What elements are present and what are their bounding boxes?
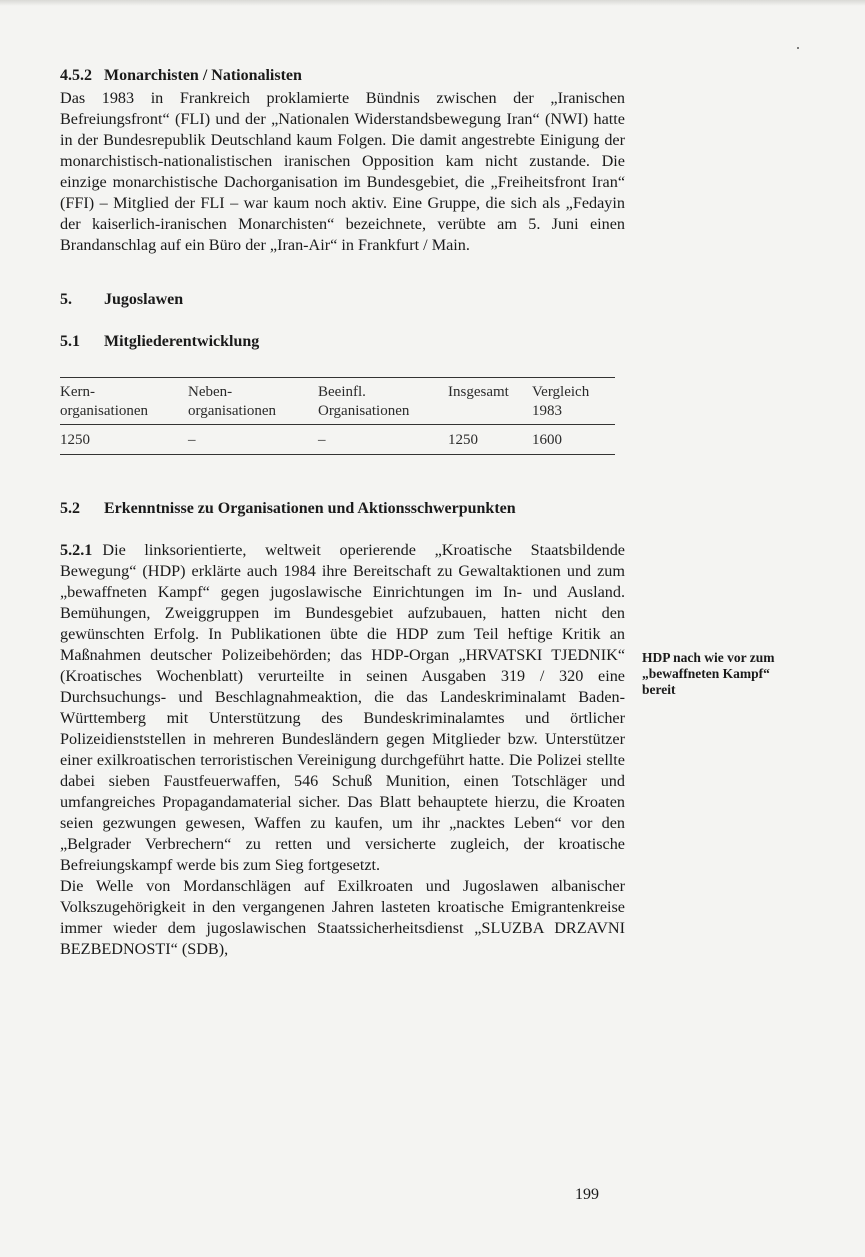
table-cell: 1250 [60,425,188,455]
section-number: 4.5.2 [60,67,92,84]
table-cell: 1600 [532,425,615,455]
margin-note: HDP nach wie vor zum „bewaffneten Kampf“ bereit [642,650,775,697]
paragraph-text: Die linksorientierte, weltweit operierende „Kroatische Staatsbildende Bewegung“ (HDP) erklärte auch 1984 ihre Bereitschaft zu Gewaltaktionen und zum „bewaffneten Kampf“ gegen jugoslawische Einrichtungen im In- und Ausland. Bemühungen, Zweiggruppen im Bundesgebiet aufzubauen, hatten nicht den gewünschten Erfolg. In Publikationen übte die HDP zum Teil heftige Kritik an Maßnahmen deutscher Polizeibehörden; das HDP-Organ „HRVATSKI TJEDNIK“ (Kroatisches Wochenblatt) verurteilte in seinen Ausgaben 319 / 320 eine Durchsuchungs- und Beschlagnahmeaktion, die das Landeskriminalamt Baden-Württemberg mit Unterstützung des Bundeskriminalamtes und örtlicher Polizeidienststellen in mehreren Bundesländern gegen Mitglieder bzw. Unterstützer einer exilkroatischen terroristischen Vereinigung durchgeführt hatte. Die Polizei stellte dabei sieben Faustfeuerwaffen, 546 Schuß Munition, einen Totschläger und umfangreiches Propagandamaterial sicher. Das Blatt behauptete hierzu, die Kroaten seien gezwungen gewesen, Waffen zu kaufen, um ihr „nacktes Leben“ vor den „Belgrader Verbrechern“ zu retten und versicherte zugleich, der kroatische Befreiungskampf werde bis zum Sieg fortgesetzt. [60,541,625,874]
section-title: Monarchisten / Nationalisten [104,67,302,84]
table-cell: 1250 [448,425,532,455]
column-header-nebenorganisationen: Neben- organisationen [188,378,318,425]
scan-speck [797,47,799,49]
page-number: 199 [575,1186,599,1203]
section-title: Mitgliederentwicklung [104,333,260,350]
column-header-insgesamt: Insgesamt [448,378,532,425]
section-heading-5-2 [60,499,625,519]
section-number: 5.2 [60,500,80,517]
table-header-row [60,378,615,425]
table-cell: – [188,425,318,455]
section-title: Erkenntnisse zu Organisationen und Aktionsschwerpunkten [104,500,516,517]
column-header-vergleich-1983: Vergleich 1983 [532,378,615,425]
table-cell: – [318,425,448,455]
section-heading-5 [60,290,625,310]
membership-table [60,377,615,455]
section-number: 5.2.1 [60,541,93,559]
section-heading-4-5-2 [60,66,625,86]
section-number: 5.1 [60,333,80,350]
section-5-2-1-paragraph-2: Die Welle von Mordanschlägen auf Exilkroaten und Jugoslawen albanischer Volkszugehörigkeit in den vergangenen Jahren lasteten kroatische Emigrantenkreise immer wieder dem jugoslawischen Staatssicherheitsdienst „SLUZBA DRZAVNI BEZBEDNOSTI“ (SDB), [60,877,625,958]
document-page [60,66,625,960]
column-header-kernorganisationen: Kern- organisationen [60,378,188,425]
section-4-5-2-text: Das 1983 in Frankreich proklamierte Bündnis zwischen der „Iranischen Befreiungsfront“ (FLI) und der „Nationalen Widerstandsbewegung Iran“ (NWI) hatte in der Bundesrepublik Deutschland kaum Folgen. Die damit angestrebte Einigung der monarchistisch-nationalistischen iranischen Opposition kam nicht zustande. Die einzige monarchistische Dachorganisation im Bundesgebiet, die „Freiheitsfront Iran“ (FFI) – Mitglied der FLI – war kaum noch aktiv. Eine Gruppe, die sich als „Fedayin der kaiserlich-iranischen Monarchisten“ bezeichnete, verübte am 5. Juni einen Brandanschlag auf ein Büro der „Iran-Air“ in Frankfurt / Main. [60,89,625,254]
scan-edge [0,0,865,6]
section-5-2-1-paragraph-1 [60,540,625,876]
section-number: 5. [60,291,72,308]
section-heading-5-1 [60,332,625,352]
table-row [60,425,615,455]
section-title: Jugoslawen [104,291,184,308]
column-header-beeinfl-organisationen: Beeinfl. Organisationen [318,378,448,425]
